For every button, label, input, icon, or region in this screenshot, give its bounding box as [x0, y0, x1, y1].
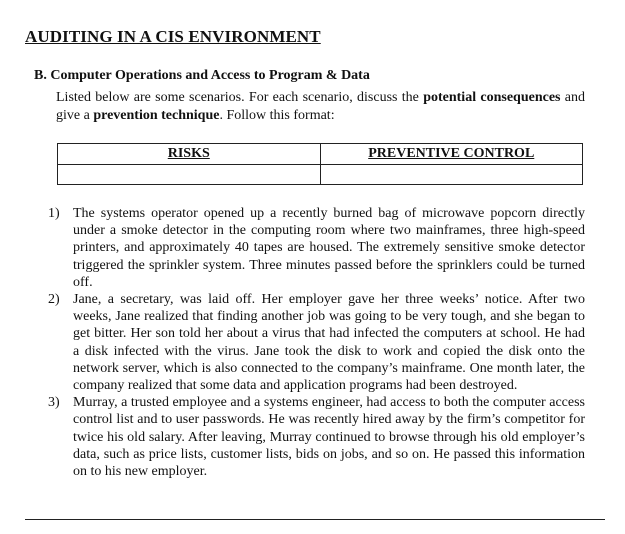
intro-paragraph	[56, 89, 585, 125]
preventive-control-header	[320, 144, 583, 165]
intro-bold-consequences: potential consequences	[423, 90, 561, 105]
intro-bold-prevention: prevention technique	[93, 108, 220, 123]
risks-header-label: RISKS	[167, 146, 210, 161]
risks-header	[58, 144, 321, 165]
scenario-item	[48, 291, 585, 394]
intro-text: and give a	[56, 90, 585, 123]
intro-text: Listed below are some scenarios. For each scenario, discuss the	[56, 90, 424, 105]
scenario-number: 2)	[48, 292, 60, 308]
format-table-header-row	[58, 144, 583, 165]
scenario-number: 3)	[48, 395, 60, 411]
scenario-text: Murray, a trusted employee and a systems engineer, had access to both the computer access control list and to user passwords. He was recently hired away by the firm’s competitor for twice his old salary. After leaving, Murray continued to browse through his old employer’s data, such as price lists, customer lists, bids on jobs, and so on. He passed this information on to his new employer.	[73, 395, 585, 480]
document-title: AUDITING IN A CIS ENVIRONMENT	[25, 27, 321, 46]
format-table-empty-row	[58, 165, 583, 185]
scenario-text: The systems operator opened up a recently burned bag of microwave popcorn directly under a smoke detector in the computing room where two mainframes, three high-speed printers, and approximately 40 tapes are housed. The extremely sensitive smoke detector triggered the sprinkler system. Three minutes passed before the sprinklers could be turned off.	[73, 206, 585, 290]
scenario-number: 1)	[48, 206, 60, 221]
format-table	[57, 143, 583, 185]
scenario-item	[48, 394, 585, 480]
preventive-control-cell	[320, 165, 583, 185]
bottom-divider	[25, 519, 605, 520]
scenario-list	[48, 205, 585, 480]
intro-text: . Follow this format:	[219, 108, 335, 123]
scenario-text: Jane, a secretary, was laid off. Her employer gave her three weeks’ notice. After two weeks, Jane realized that finding another job was going to be very tough, and she began to get bitter. Her son told her about a virus that had infected the computers at school. He had a disk infected with the virus. Jane took the disk to work and copied the disk onto the network server, which is also connected to the company’s mainframe. One month later, the company realized that some data and application programs had been destroyed.	[73, 292, 585, 394]
scenario-item	[48, 205, 585, 291]
section-heading: B. Computer Operations and Access to Program & Data	[34, 68, 370, 83]
preventive-control-header-label: PREVENTIVE CONTROL	[368, 146, 535, 161]
risks-cell	[58, 165, 321, 185]
